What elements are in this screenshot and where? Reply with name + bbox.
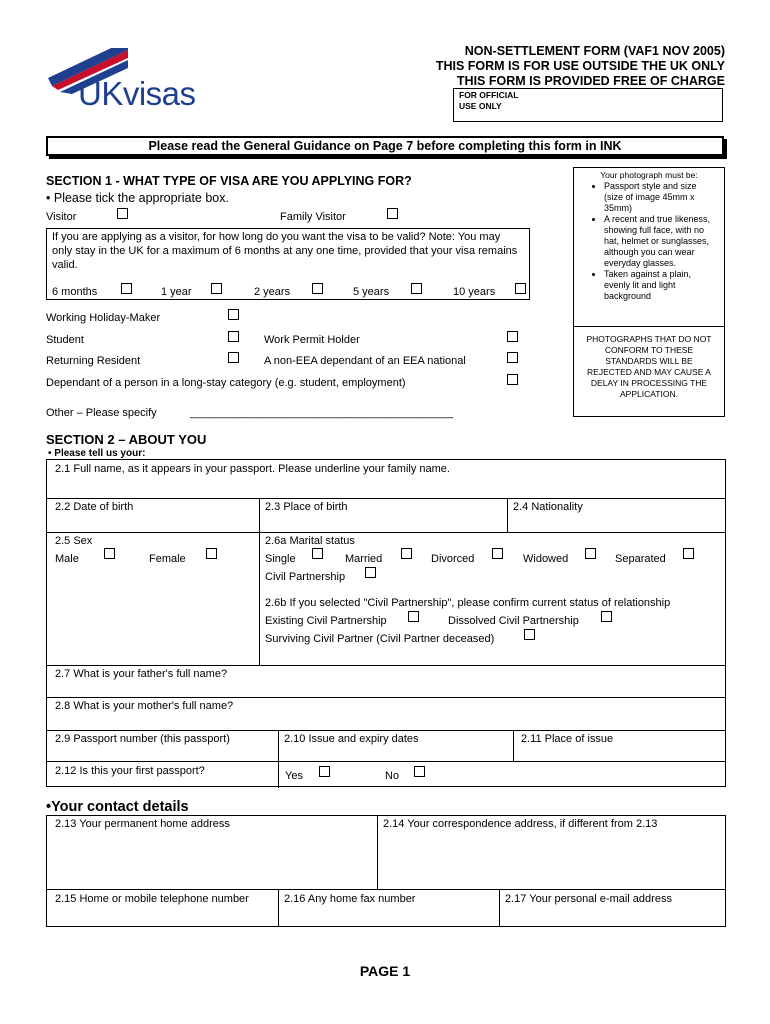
single-label: Single [265,553,296,565]
logo-text: UKvisas [78,75,196,112]
photo-requirement: • Passport style and size (size of image 45mm x 35mm) [604,181,718,214]
first-passport-yes-checkbox[interactable] [319,766,330,777]
married-label: Married [345,553,383,565]
mother-name-label[interactable]: 2.8 What is your mother's full name? [55,700,234,712]
issue-expiry-label[interactable]: 2.10 Issue and expiry dates [284,733,419,745]
no-label: No [385,770,400,782]
student-label: Student [46,334,84,346]
family-visitor-label: Family Visitor [280,211,346,223]
working-holiday-label: Working Holiday-Maker [46,312,161,324]
non-eea-label: A non-EEA dependant of an EEA national [264,355,466,367]
nationality-label[interactable]: 2.4 Nationality [513,501,583,513]
other-label: Other – Please specify [46,407,157,419]
father-name-label[interactable]: 2.7 What is your father's full name? [55,668,228,680]
surviving-cp-checkbox[interactable] [524,629,535,640]
dissolved-cp-checkbox[interactable] [601,611,612,622]
widowed-checkbox[interactable] [585,548,596,559]
photo-requirement: • A recent and true likeness, showing full face, with no hat, helmet or sunglasses, although you can wear everyday glasses. [604,214,718,269]
family-visitor-checkbox[interactable] [387,208,398,219]
dependant-label: Dependant of a person in a long-stay category (e.g. student, employment) [46,377,406,389]
work-permit-checkbox[interactable] [507,331,518,342]
non-eea-checkbox[interactable] [507,352,518,363]
free-of-charge-note: THIS FORM IS PROVIDED FREE OF CHARGE [456,74,725,88]
fax-label[interactable]: 2.16 Any home fax number [284,893,416,905]
civil-partnership-label: Civil Partnership [265,571,346,583]
student-checkbox[interactable] [228,331,239,342]
female-label: Female [149,553,186,565]
official-use-box [453,88,723,122]
dissolved-cp-label: Dissolved Civil Partnership [448,615,579,627]
visitor-checkbox[interactable] [117,208,128,219]
divider [574,326,724,327]
passport-number-label[interactable]: 2.9 Passport number (this passport) [55,733,230,745]
male-label: Male [55,553,79,565]
section2-heading: SECTION 2 – ABOUT YOU [46,432,207,447]
returning-resident-checkbox[interactable] [228,352,239,363]
guidance-text: Please read the General Guidance on Page 7 before completing this form in INK [148,139,622,153]
photo-requirements-list [588,181,718,302]
separated-label: Separated [615,553,666,565]
duration-10-years-label: 10 years [453,286,496,298]
male-checkbox[interactable] [104,548,115,559]
separated-checkbox[interactable] [683,548,694,559]
form-subtitle: THIS FORM IS FOR USE OUTSIDE THE UK ONLY [435,59,725,73]
sex-label: 2.5 Sex [55,535,93,547]
section1-instruction: • Please tick the appropriate box. [46,191,229,205]
divorced-checkbox[interactable] [492,548,503,559]
duration-2-years-label: 2 years [254,286,291,298]
photo-requirements-heading: Your photograph must be: [600,170,698,180]
home-address-label[interactable]: 2.13 Your permanent home address [55,818,230,830]
about-you-table [46,459,726,787]
working-holiday-checkbox[interactable] [228,309,239,320]
visitor-duration-box [46,228,530,300]
first-passport-label: 2.12 Is this your first passport? [55,765,205,777]
dependant-checkbox[interactable] [507,374,518,385]
divorced-label: Divorced [431,553,475,565]
photo-warning: PHOTOGRAPHS THAT DO NOT CONFORM TO THESE STANDARDS WILL BE REJECTED AND MAY CAUSE A DELAY IN PROCESSING THE APPLICATION. [586,334,712,399]
official-use-label: FOR OFFICIAL USE ONLY [459,90,519,111]
work-permit-label: Work Permit Holder [264,334,360,346]
section1-heading: SECTION 1 - WHAT TYPE OF VISA ARE YOU APPLYING FOR? [46,174,412,188]
other-specify-line[interactable]: ___________________________________________ [190,407,454,419]
duration-10-years-checkbox[interactable] [515,283,526,294]
duration-note: If you are applying as a visitor, for how long do you want the visa to be valid? Note: You may only stay in the UK for a maximum of 6 months at any one time, provided that your visa remains valid. [52,231,518,271]
photo-requirement: • Taken against a plain, evenly lit and light background [604,269,718,302]
first-passport-no-checkbox[interactable] [414,766,425,777]
pob-label[interactable]: 2.3 Place of birth [265,501,348,513]
tell-us-label: • Please tell us your: [48,448,146,459]
surviving-cp-label: Surviving Civil Partner (Civil Partner deceased) [265,633,495,645]
photo-box [573,167,725,417]
place-of-issue-label[interactable]: 2.11 Place of issue [521,733,614,745]
duration-2-years-checkbox[interactable] [312,283,323,294]
duration-6-months-label: 6 months [52,286,98,298]
ukvisas-logo [48,48,198,118]
marital-status-label: 2.6a Marital status [265,535,355,547]
duration-5-years-label: 5 years [353,286,390,298]
widowed-label: Widowed [523,553,569,565]
single-checkbox[interactable] [312,548,323,559]
existing-cp-checkbox[interactable] [408,611,419,622]
duration-1-year-checkbox[interactable] [211,283,222,294]
page-number: PAGE 1 [359,963,411,979]
civil-partnership-checkbox[interactable] [365,567,376,578]
yes-label: Yes [285,770,303,782]
contact-heading: •Your contact details [46,799,189,815]
duration-1-year-label: 1 year [161,286,192,298]
email-label[interactable]: 2.17 Your personal e-mail address [505,893,672,905]
duration-6-months-checkbox[interactable] [121,283,132,294]
dob-label[interactable]: 2.2 Date of birth [55,501,134,513]
guidance-banner [46,136,724,156]
phone-label[interactable]: 2.15 Home or mobile telephone number [55,893,249,905]
married-checkbox[interactable] [401,548,412,559]
full-name-label[interactable]: 2.1 Full name, as it appears in your passport. Please underline your family name. [55,463,450,475]
duration-5-years-checkbox[interactable] [411,283,422,294]
visitor-label: Visitor [46,211,77,223]
contact-table [46,815,726,927]
female-checkbox[interactable] [206,548,217,559]
cp-status-question: 2.6b If you selected "Civil Partnership", please confirm current status of relationship [265,597,671,609]
correspondence-address-label[interactable]: 2.14 Your correspondence address, if different from 2.13 [383,818,658,830]
form-title: NON-SETTLEMENT FORM (VAF1 NOV 2005) [464,44,725,58]
existing-cp-label: Existing Civil Partnership [265,615,387,627]
returning-resident-label: Returning Resident [46,355,141,367]
